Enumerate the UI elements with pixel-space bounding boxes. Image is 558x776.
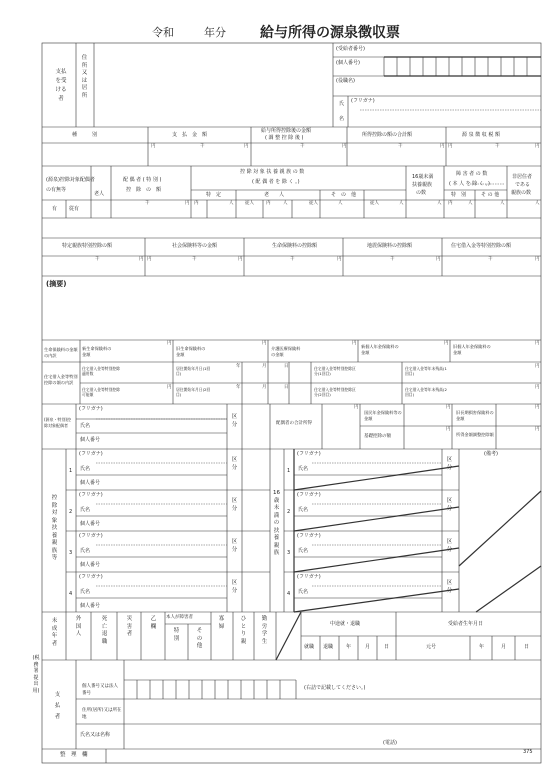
unit-yen: 円 [535,385,540,390]
spouse-individual-number: 個人番号 [80,437,101,443]
persons: 人 [437,201,442,206]
persons: 人 [535,201,540,206]
dep1-furigana: (フリガナ) [79,451,103,457]
social-insurance-header: 社会保険料等の金額 [172,243,218,249]
unit-yen: 円 [444,341,449,346]
unit-thousand: 千 [95,257,100,262]
payment-amount-header: 支 払 金 額 [172,132,208,138]
dep4-furigana: (フリガナ) [79,574,103,580]
dependents-sub: ( 配 偶 者 を 除 く 。) [252,179,300,185]
dep1-number: 個人番号 [80,480,101,486]
unit-thousand: 千 [398,144,403,149]
payer-side-label: (税務署提出用) [32,655,40,694]
earthquake-header: 地震保険料の控除額 [367,243,413,249]
specific-col: 特 定 [206,192,222,198]
unit-yen: 円 [535,405,540,410]
page-title: 給与所得の源泉徴収票 [260,25,400,41]
remarks-label: (摘要) [46,280,67,288]
retirement-col: 退職 [323,644,334,650]
u16-4-index: 4 [287,591,291,597]
u16-2-index: 2 [287,509,291,515]
dependents-title: 控 除 対 象 扶 養 親 族 の 数 [240,169,305,175]
elderly-col: 老 人 [264,192,285,198]
dep4-name: 氏名 [80,589,91,595]
unit-thousand: 千 [495,144,500,149]
spouse-presence: (源泉)控除対象配偶者 [46,177,95,183]
housing-balance-1: 住宅借入金等年末残高(1回目) [405,366,447,376]
spouse-presence-2: の有無等 [46,187,67,193]
unit-yen: 円 [535,144,540,149]
mid-year-header: 中途就・退職 [330,621,361,627]
inner: 内 [266,201,271,206]
residence-start-2: 居住開始年月日(2回目) [176,387,211,397]
dep1-index: 1 [69,468,73,474]
subordinate2: 従人 [245,201,254,206]
flag-minor: 未成年者 [51,618,58,647]
u16-2-name: 氏名 [298,507,309,513]
flag-single-parent: ひとり親 [240,616,247,645]
subordinate-label: 従有 [69,206,80,212]
era-col: 元号 [426,644,437,650]
type-header: 種 別 [72,132,98,138]
dep2-furigana: (フリガナ) [79,492,103,498]
unit-thousand: 千 [290,257,295,262]
dep4-number: 個人番号 [80,603,101,609]
recipient-number-label: (受給者番号) [336,46,365,52]
spouse-target: (源泉・特別)控除対象配偶者 [44,417,72,428]
persons: 人 [500,201,505,206]
housing-balance-2: 住宅借入金等年末残高(2回目) [405,387,447,397]
unit-yen: 円 [535,341,540,346]
spouse-deduction-2: 控 除 の 額 [126,187,162,193]
subordinate2: 従人 [309,201,318,206]
year-col: 年 [346,644,352,650]
income-adjust: 所得金額調整控除額 [456,432,494,437]
under16-label: 16歳未満の扶養親族 [273,490,280,556]
year: 年 [236,385,241,390]
housing-category-2: 住宅借入金等特別控除区分(2回目) [314,387,356,397]
year: 年 [236,364,241,369]
birth-day-col: 日 [524,644,530,650]
u16-3-name: 氏名 [298,548,309,554]
spouse-furigana: (フリガナ) [79,406,103,412]
basic-deduction: 基礎控除の額 [364,434,391,439]
dep2-category: 区分 [231,498,238,512]
unit-yen: 円 [352,341,357,346]
flag-b-column: 乙欄 [150,616,157,630]
under16-label-3: の数 [416,190,427,196]
unit-thousand: 千 [200,144,205,149]
new-pension: 新個人年金保険料の金額 [361,344,399,355]
era-label: 令和 [152,26,174,39]
form-number: 375 [523,749,533,755]
unit-yen: 円 [151,144,156,149]
individual-number-label: (個人番号) [336,60,360,66]
position-label: (役職名) [336,78,355,84]
unit-yen: 円 [436,257,441,262]
housing-breakdown: 住宅借入金等特別控除の額の内訳 [44,374,78,385]
national-pension: 国民年金保険料等の金額 [364,410,402,421]
disabled-title: 障 害 者 の 数 [456,171,488,177]
unit-yen: 円 [535,364,540,369]
dep3-number: 個人番号 [80,562,101,568]
dependents-label: 控除対象扶養親族等 [51,495,58,561]
unit-yen: 円 [262,341,267,346]
housing-header: 住宅借入金等特別控除の額 [451,243,512,249]
inner: 内 [194,201,199,206]
unit-yen: 円 [167,341,172,346]
unit-yen: 円 [440,144,445,149]
unit-yen: 円 [167,385,172,390]
old-pension: 旧個人年金保険料の金額 [453,344,491,355]
u16-1-name: 氏名 [298,466,309,472]
u16-2-furigana: (フリガナ) [297,492,321,498]
old-long-term: 旧長期損害保険料の金額 [456,410,494,421]
unit-yen: 円 [535,257,540,262]
management-label: 整 理 欄 [60,752,88,758]
life-insurance-header: 生命保険料の控除額 [272,243,318,249]
residence-start-1: 居住開始年月日(1回目) [176,366,211,376]
new-life: 新生命保険料の金額 [82,346,112,357]
dep2-name: 氏名 [80,507,91,513]
dep3-furigana: (フリガナ) [79,533,103,539]
u16-3-category: 区分 [446,539,453,553]
after-deduction-header: 給与所得控除後の金額 [261,128,312,134]
u16-3-index: 3 [287,550,291,556]
flag-other: その他 [196,628,203,649]
life-breakdown: 生命保険料の金額の内訳 [44,347,78,358]
dep3-name: 氏名 [80,548,91,554]
disabled-sub: ( 本 人 を 除 く 。) [449,181,490,187]
unit-yen: 円 [238,257,243,262]
specific-relative-header: 特定親族特別控除の額 [62,243,113,249]
day-col: 日 [384,644,390,650]
persons: 人 [338,201,343,206]
after-deduction-sub: ( 調 整 控 除 後 ) [265,135,304,141]
flag-deceased: 死亡退職 [101,616,108,645]
flag-widow: 寡婦 [218,616,225,630]
unit-yen: 円 [185,201,190,206]
dep4-category: 区分 [231,580,238,594]
care: 介護医療保険料の金額 [271,346,301,357]
unit-thousand: 千 [300,144,305,149]
payer-address-label: 住所(居所)又は所在地 [82,708,122,720]
unit-thousand: 千 [488,257,493,262]
unit-yen: 円 [139,257,144,262]
under16-label: 16歳未満 [412,174,434,180]
under16-label-2: 扶養親族 [412,182,433,188]
birth-date-header: 受給者生年月日 [448,621,484,627]
flag-foreigner: 外国人 [75,616,82,637]
dep1-name: 氏名 [80,466,91,472]
name-label-1: 氏 [339,101,345,107]
unit-yen: 円 [337,257,342,262]
unit-yen: 円 [446,405,451,410]
persons: 人 [229,201,234,206]
unit-thousand: 千 [390,257,395,262]
dep2-index: 2 [69,509,73,515]
day: 日 [284,364,289,369]
dep3-category: 区分 [231,539,238,553]
u16-1-category: 区分 [446,457,453,471]
dep1-category: 区分 [231,457,238,471]
other-col: そ の 他 [331,192,357,198]
housing-possible: 住宅借入金等特別控除可能額 [82,387,120,397]
spouse-category: 区分 [231,414,238,428]
unit-yen: 円 [354,405,359,410]
furigana-label: (フリガナ) [351,98,375,104]
spouse-income: 配偶者の合計所得 [276,421,312,426]
birth-year-col: 年 [479,644,485,650]
month: 月 [262,364,267,369]
year-suffix: 年分 [204,26,226,39]
day: 日 [284,385,289,390]
employment-col: 就職 [304,644,315,650]
flag-self-disabled: 本人が障害者 [166,615,193,620]
flag-special: 特別 [173,628,180,642]
address-label: 住所又は居所 [81,55,88,99]
unit-yen: 円 [342,144,347,149]
payee-label: 支払を受ける者 [55,69,67,102]
month-col: 月 [365,644,371,650]
u16-2-category: 区分 [446,498,453,512]
u16-1-furigana: (フリガナ) [297,451,321,457]
dep3-index: 3 [69,550,73,556]
dep2-number: 個人番号 [80,521,101,527]
unit-yen: 円 [448,144,453,149]
u16-4-name: 氏名 [298,589,309,595]
dep4-index: 4 [69,591,73,597]
payer-name-label: 氏名又は名称 [80,732,111,738]
unit-yen: 円 [446,427,451,432]
unit-thousand: 千 [145,201,150,206]
remarks-note: (備考) [484,451,498,457]
old-life: 旧生命保険料の金額 [176,346,206,357]
nonresident-label-2: である [515,182,531,188]
other2-col: そ の 他 [481,192,500,198]
name-label-2: 名 [339,116,345,122]
unit-thousand: 千 [192,257,197,262]
unit-yen: 円 [535,427,540,432]
flag-working-student: 勤労学生 [261,616,268,645]
flag-disaster: 災害者 [126,616,133,637]
withholding-tax-header: 源 泉 徴 収 税 額 [462,132,500,138]
u16-4-furigana: (フリガナ) [297,574,321,580]
spouse-name: 氏名 [80,423,91,429]
payer-label: 支払者 [54,692,61,720]
yes-label: 有 [52,206,58,212]
housing-applicable-count: 住宅借入金等特別控除適用数 [82,366,120,376]
elderly-label: 老人 [94,191,105,197]
special-col: 特 別 [451,192,467,198]
u16-1-index: 1 [287,468,291,474]
u16-3-furigana: (フリガナ) [297,533,321,539]
unit-yen: 円 [244,144,249,149]
payer-phone-label: (電話) [383,740,397,746]
deduction-total-header: 所得控除の額の合計額 [362,132,413,138]
month: 月 [262,385,267,390]
birth-month-col: 月 [501,644,507,650]
inner: 内 [448,201,453,206]
spouse-deduction: 配 偶 者 ( 特 別 ) [123,177,162,183]
subordinate2: 従人 [370,201,379,206]
housing-category-1: 住宅借入金等特別控除区分(1回目) [314,366,356,376]
payer-number-label: 個人番号又は法人番号 [82,684,118,696]
payer-right-align: (右詰で記載してください。) [304,685,366,691]
nonresident-label: 非居住者 [512,174,533,180]
persons: 人 [468,201,473,206]
persons: 人 [399,201,404,206]
nonresident-label-3: 親族の数 [511,190,532,196]
persons: 人 [283,201,288,206]
u16-4-category: 区分 [446,580,453,594]
unit-yen: 円 [147,257,152,262]
